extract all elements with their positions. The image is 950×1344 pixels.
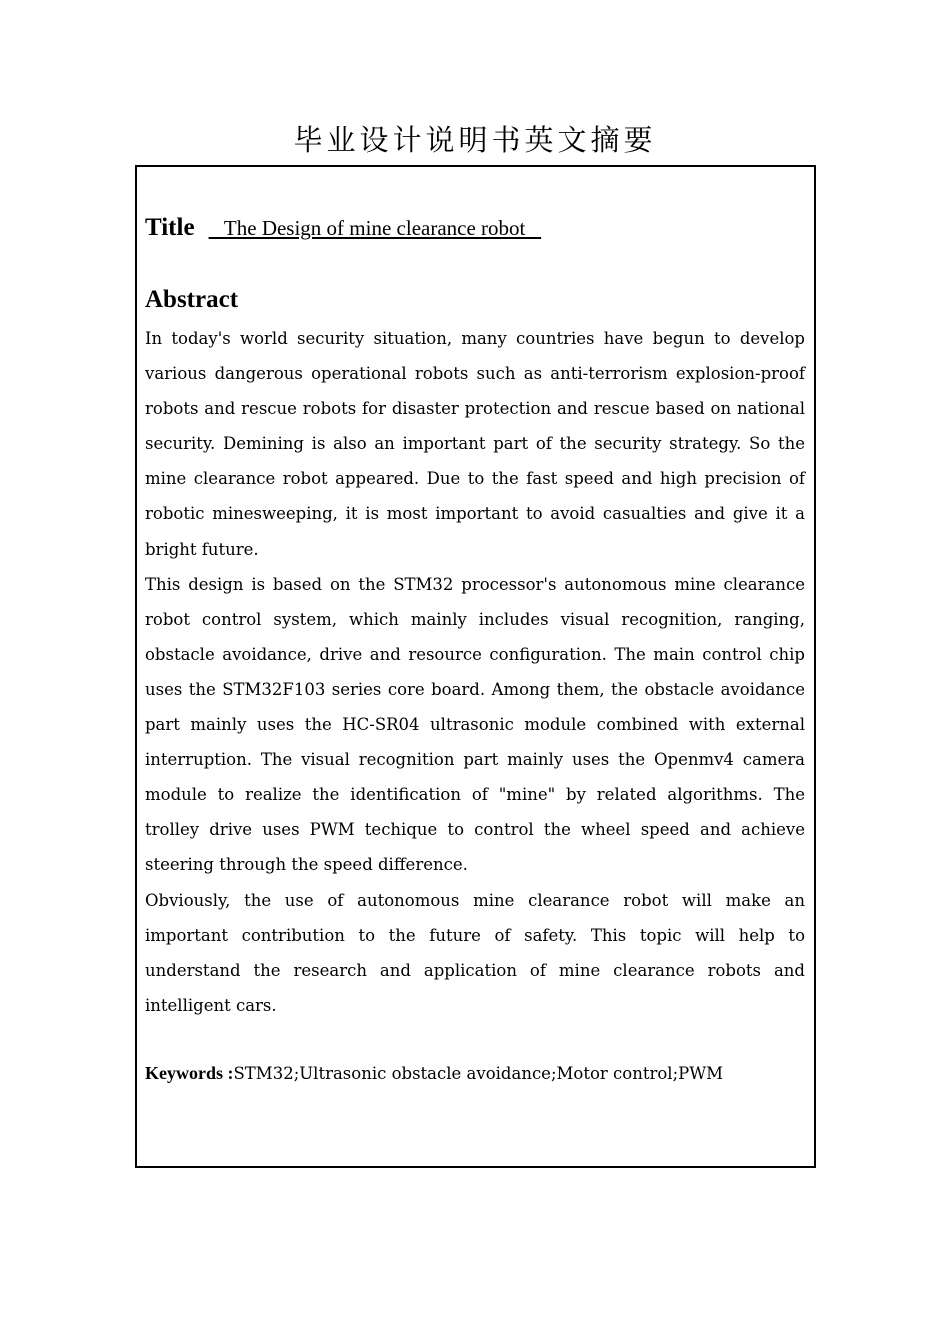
thesis-title: The Design of mine clearance robot — [208, 216, 542, 240]
abstract-paragraph: In today's world security situation, many countries have begun to develop various dangerous operational robots such as anti-terrorism explosion-proof robots and rescue robots for disaster protection and rescue based on national security. Demining is also an important part of the security strategy. So the mine clearance robot appeared. Due to the fast speed and high precision of robotic minesweeping, it is most important to avoid casualties and give it a bright future. — [145, 329, 805, 559]
abstract-heading: Abstract — [145, 286, 239, 313]
title-label: Title — [145, 214, 195, 241]
abstract-paragraph: Obviously, the use of autonomous mine clearance robot will make an important contribution to the future of safety. This topic will help to understand the research and application of mine clearance robots and intelligent cars. — [145, 890, 805, 1015]
keywords-value: STM32;Ultrasonic obstacle avoidance;Motor control;PWM — [233, 1064, 724, 1083]
keywords-row — [145, 1063, 723, 1084]
title-row — [145, 214, 541, 242]
abstract-body — [145, 321, 805, 1023]
keywords-label: Keywords : — [145, 1063, 234, 1083]
page-title: 毕业设计说明书英文摘要 — [293, 123, 657, 157]
abstract-paragraph: This design is based on the STM32 processor's autonomous mine clearance robot control system, which mainly includes visual recognition, ranging, obstacle avoidance, drive and resource configuration. The main control chip uses the STM32F103 series core board. Among them, the obstacle avoidance part mainly uses the HC-SR04 ultrasonic module combined with external interruption. The visual recognition part mainly uses the Openmv4 camera module to realize the identification of "mine" by related algorithms. The trolley drive uses PWM techique to control the wheel speed and achieve steering through the speed difference. — [145, 574, 805, 875]
